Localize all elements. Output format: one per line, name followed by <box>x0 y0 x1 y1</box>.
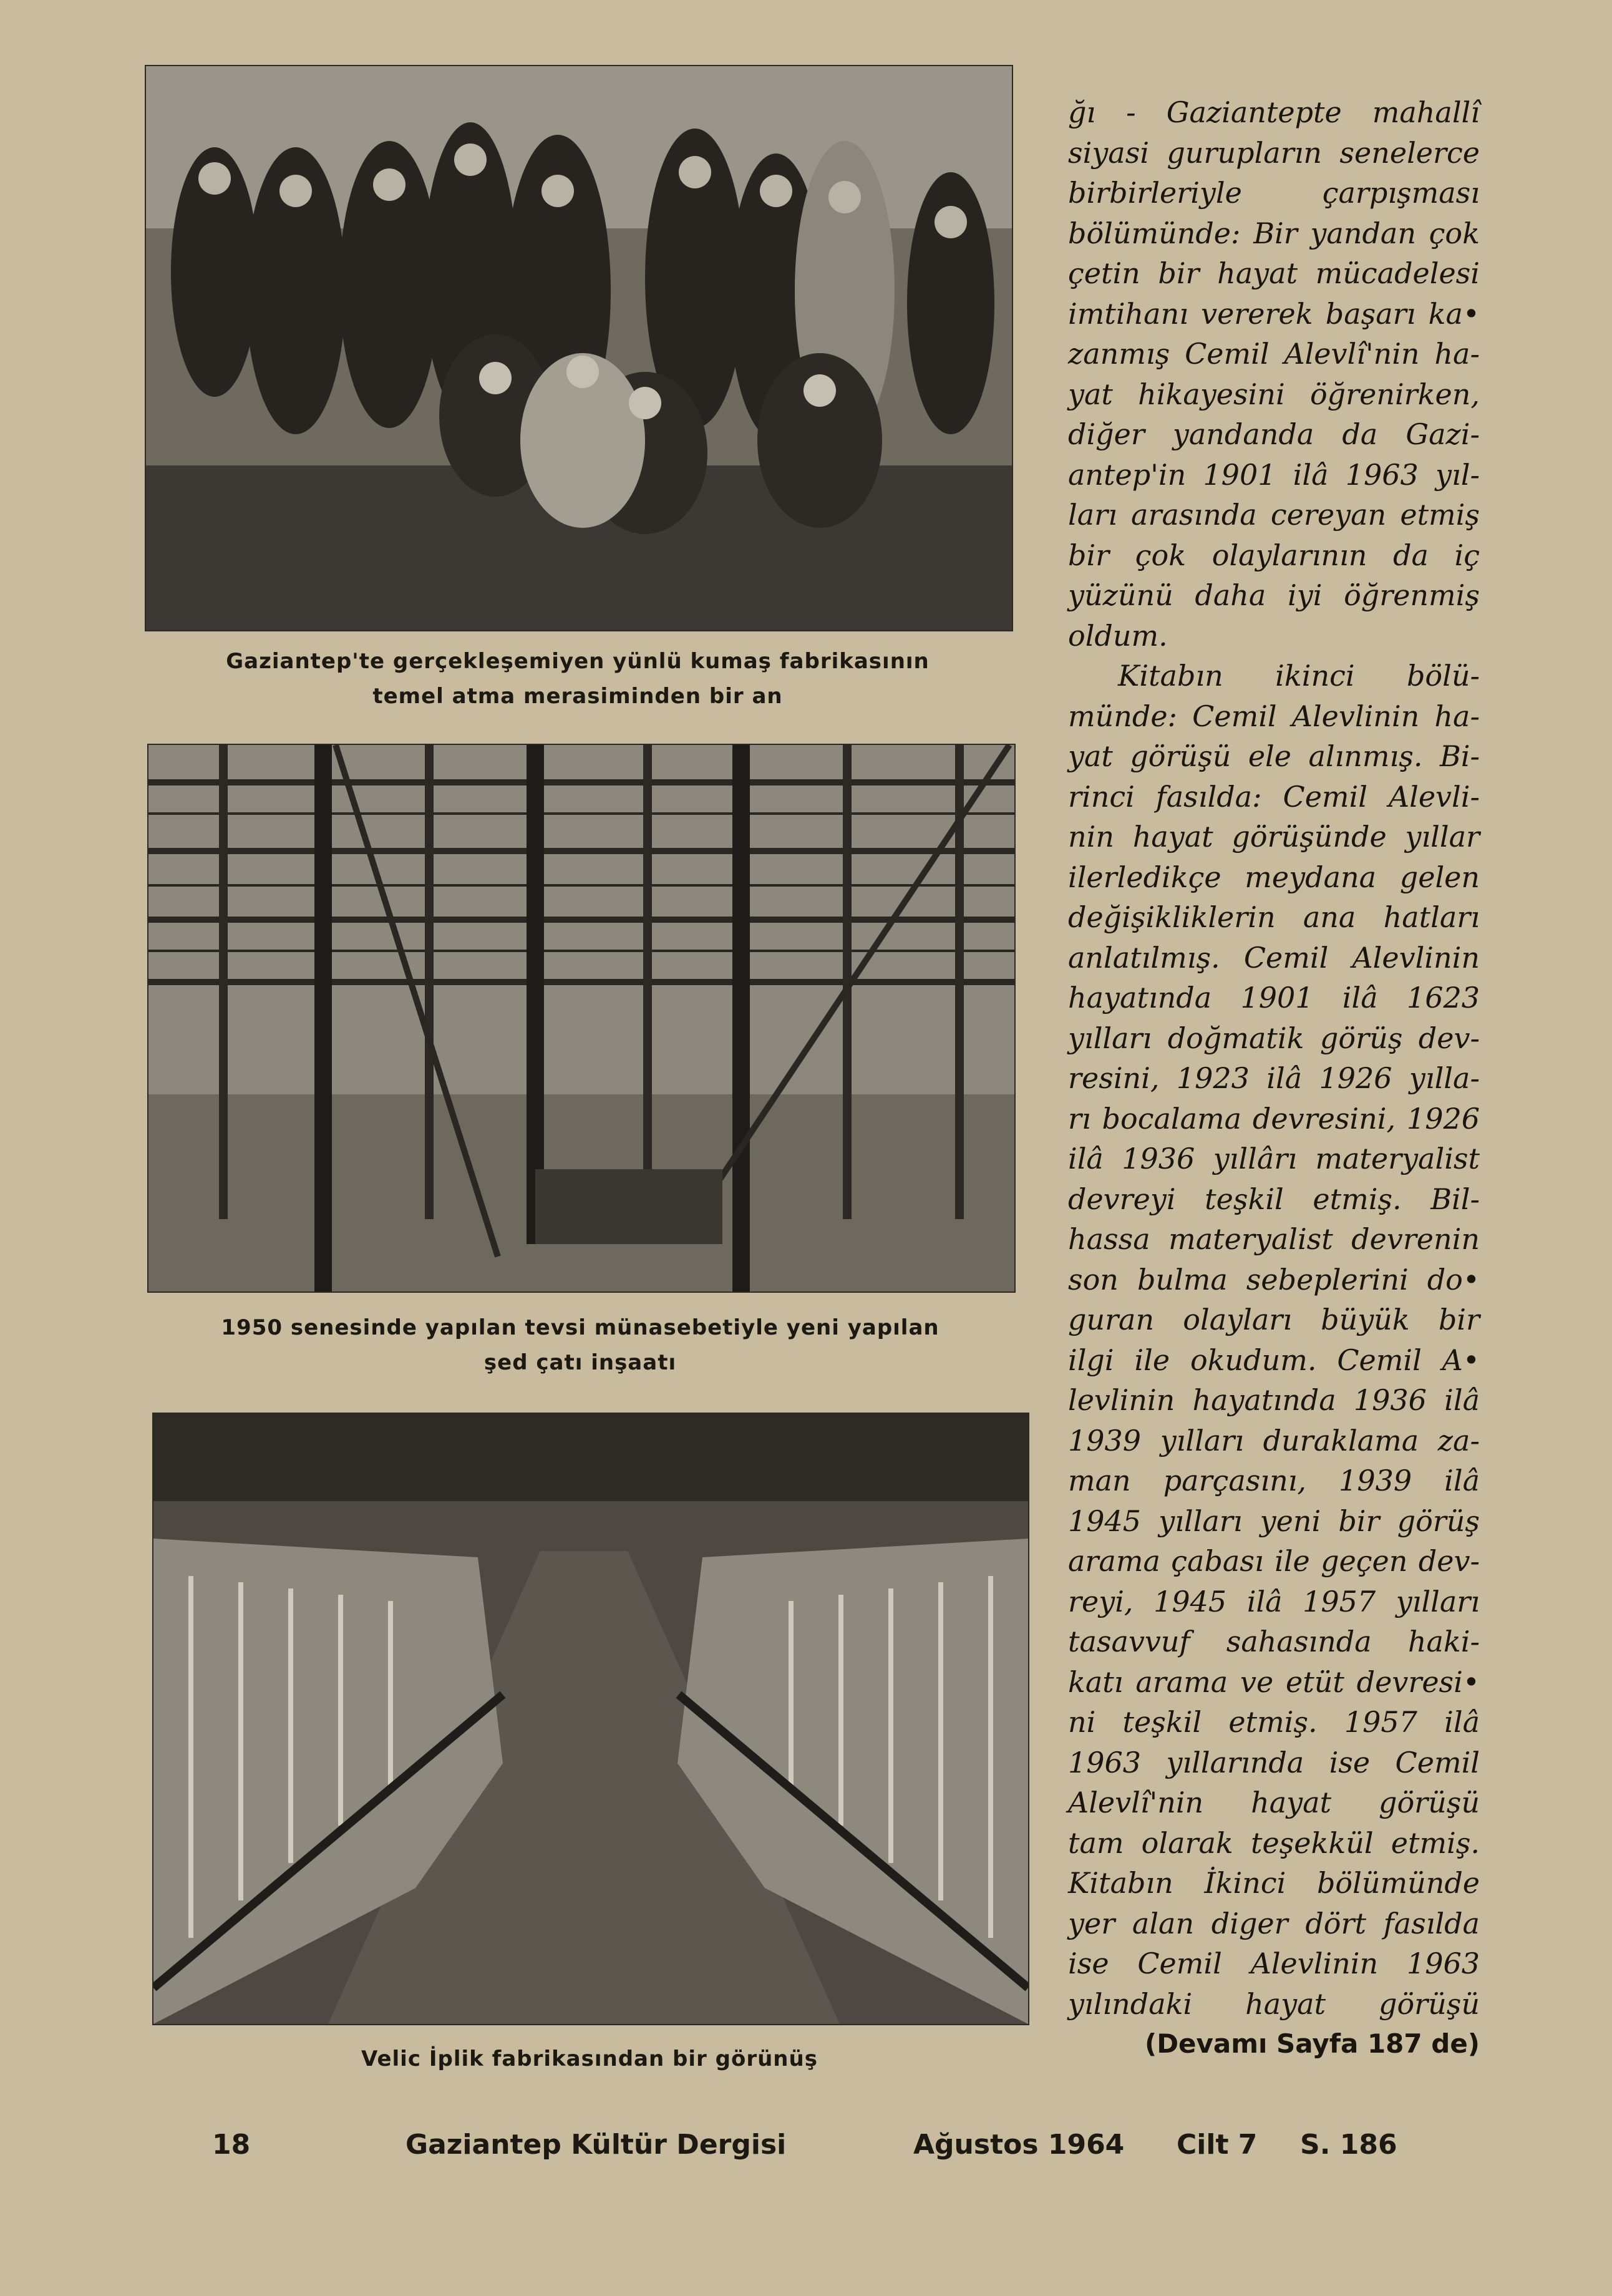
article-line: arama çabası ile geçen dev- <box>1068 1544 1480 1578</box>
article-line: siyasi gurupların senelerce <box>1068 135 1480 170</box>
article-line: son bulma sebeplerini do• <box>1068 1262 1480 1296</box>
article-line: rinci fasılda: Cemil Alevli- <box>1068 779 1480 814</box>
continuation-note: (Devamı Sayfa 187 de) <box>1145 2028 1480 2059</box>
article-line: diğer yandanda da Gazi- <box>1068 417 1480 451</box>
issue-number: S. 186 <box>1300 2129 1397 2161</box>
caption-line: şed çatı inşaatı <box>483 1350 677 1375</box>
article-line: levlinin hayatında 1936 ilâ <box>1068 1383 1480 1417</box>
article-line: değişikliklerin ana hatları <box>1068 900 1480 934</box>
article-line: anlatılmış. Cemil Alevlinin <box>1068 940 1480 975</box>
article-line: guran olayları büyük bir <box>1068 1303 1480 1336</box>
article-line: 1945 yılları yeni bir görüş <box>1068 1504 1480 1538</box>
article-line: reyi, 1945 ilâ 1957 yılları <box>1068 1584 1480 1618</box>
article-line: ni teşkil etmiş. 1957 ilâ <box>1068 1705 1480 1739</box>
photo-ceremony-caption <box>145 644 1011 714</box>
page-number: 18 <box>212 2129 251 2161</box>
article-line: yer alan diger dört fasılda <box>1068 1906 1480 1940</box>
article-line: 1939 yılları duraklama za- <box>1068 1423 1480 1457</box>
article-line: tasavvuf sahasında haki- <box>1068 1625 1480 1658</box>
article-line: hassa materyalist devrenin <box>1068 1222 1480 1256</box>
article-line: imtihanı vererek başarı ka• <box>1068 296 1480 331</box>
article-line: ilgi ile okudum. Cemil A• <box>1068 1343 1480 1377</box>
article-line: yüzünü daha iyi öğrenmiş <box>1068 578 1480 612</box>
magazine-title: Gaziantep Kültür Dergisi <box>405 2129 787 2161</box>
article-line: Kitabın ikinci bölü- <box>1118 659 1480 693</box>
photo-mill-caption <box>152 2041 1027 2076</box>
article-line: Alevlî'nin hayat görüşü <box>1068 1786 1480 1819</box>
article-line: Kitabın İkinci bölümünde <box>1068 1866 1480 1900</box>
article-line: yılındaki hayat görüşü <box>1068 1987 1480 2021</box>
article-line: ğı - Gaziantepte mahallî <box>1068 95 1480 129</box>
ceremony-photo-image <box>146 66 1012 630</box>
photo-roof-caption <box>147 1310 1013 1380</box>
article-line: zanmış Cemil Alevlî'nin ha- <box>1068 337 1480 371</box>
spinning-mill-photo-image <box>153 1414 1028 2024</box>
article-line: 1963 yıllarında ise Cemil <box>1068 1745 1480 1779</box>
article-line: yılları doğmatik görüş dev- <box>1068 1021 1480 1055</box>
issue-date: Ağustos 1964 <box>913 2129 1125 2161</box>
caption-line: Velic İplik fabrikasından bir görünüş <box>361 2046 818 2071</box>
article-line: birbirleriyle çarpışması <box>1068 176 1480 210</box>
photo-ceremony <box>145 65 1013 631</box>
photo-roof-construction <box>147 744 1016 1293</box>
article-column <box>1068 92 1480 2065</box>
article-line: ları arasında cereyan etmiş <box>1068 498 1480 532</box>
article-line: çetin bir hayat mücadelesi <box>1068 256 1480 290</box>
article-line: resini, 1923 ilâ 1926 yılla- <box>1068 1061 1480 1095</box>
article-line: rı bocalama devresini, 1926 <box>1068 1101 1480 1136</box>
article-line: tam olarak teşekkül etmiş. <box>1068 1826 1480 1860</box>
article-line: hayatında 1901 ilâ 1623 <box>1068 981 1480 1014</box>
article-line: devreyi teşkil etmiş. Bil- <box>1068 1182 1480 1216</box>
caption-line: 1950 senesinde yapılan tevsi münasebetiyle yeni yapılan <box>221 1315 940 1340</box>
article-line: bir çok olaylarının da iç <box>1068 538 1480 572</box>
volume-number: Cilt 7 <box>1177 2129 1258 2161</box>
article-line: bölümünde: Bir yandan çok <box>1068 216 1480 250</box>
article-line: katı arama ve etüt devresi• <box>1068 1665 1480 1699</box>
photo-spinning-mill <box>152 1413 1029 2025</box>
article-line: antep'in 1901 ilâ 1963 yıl- <box>1068 457 1480 492</box>
caption-line: temel atma merasiminden bir an <box>372 684 783 709</box>
roof-construction-photo-image <box>148 745 1014 1292</box>
article-line: oldum. <box>1068 618 1168 653</box>
article-line: ise Cemil Alevlinin 1963 <box>1068 1947 1480 1980</box>
article-line: ilâ 1936 yıllârı materyalist <box>1068 1142 1480 1175</box>
article-line: yat hikayesini öğrenirken, <box>1068 377 1480 411</box>
article-line: nin hayat görüşünde yıllar <box>1068 820 1480 854</box>
article-line: ilerledikçe meydana gelen <box>1068 860 1480 894</box>
article-line: man parçasını, 1939 ilâ <box>1068 1464 1480 1497</box>
caption-line: Gaziantep'te gerçekleşemiyen yünlü kumaş fabrikasının <box>226 649 930 674</box>
article-line: yat görüşü ele alınmış. Bi- <box>1068 739 1480 773</box>
article-line: münde: Cemil Alevlinin ha- <box>1068 699 1480 733</box>
page-footer <box>212 2129 1435 2169</box>
